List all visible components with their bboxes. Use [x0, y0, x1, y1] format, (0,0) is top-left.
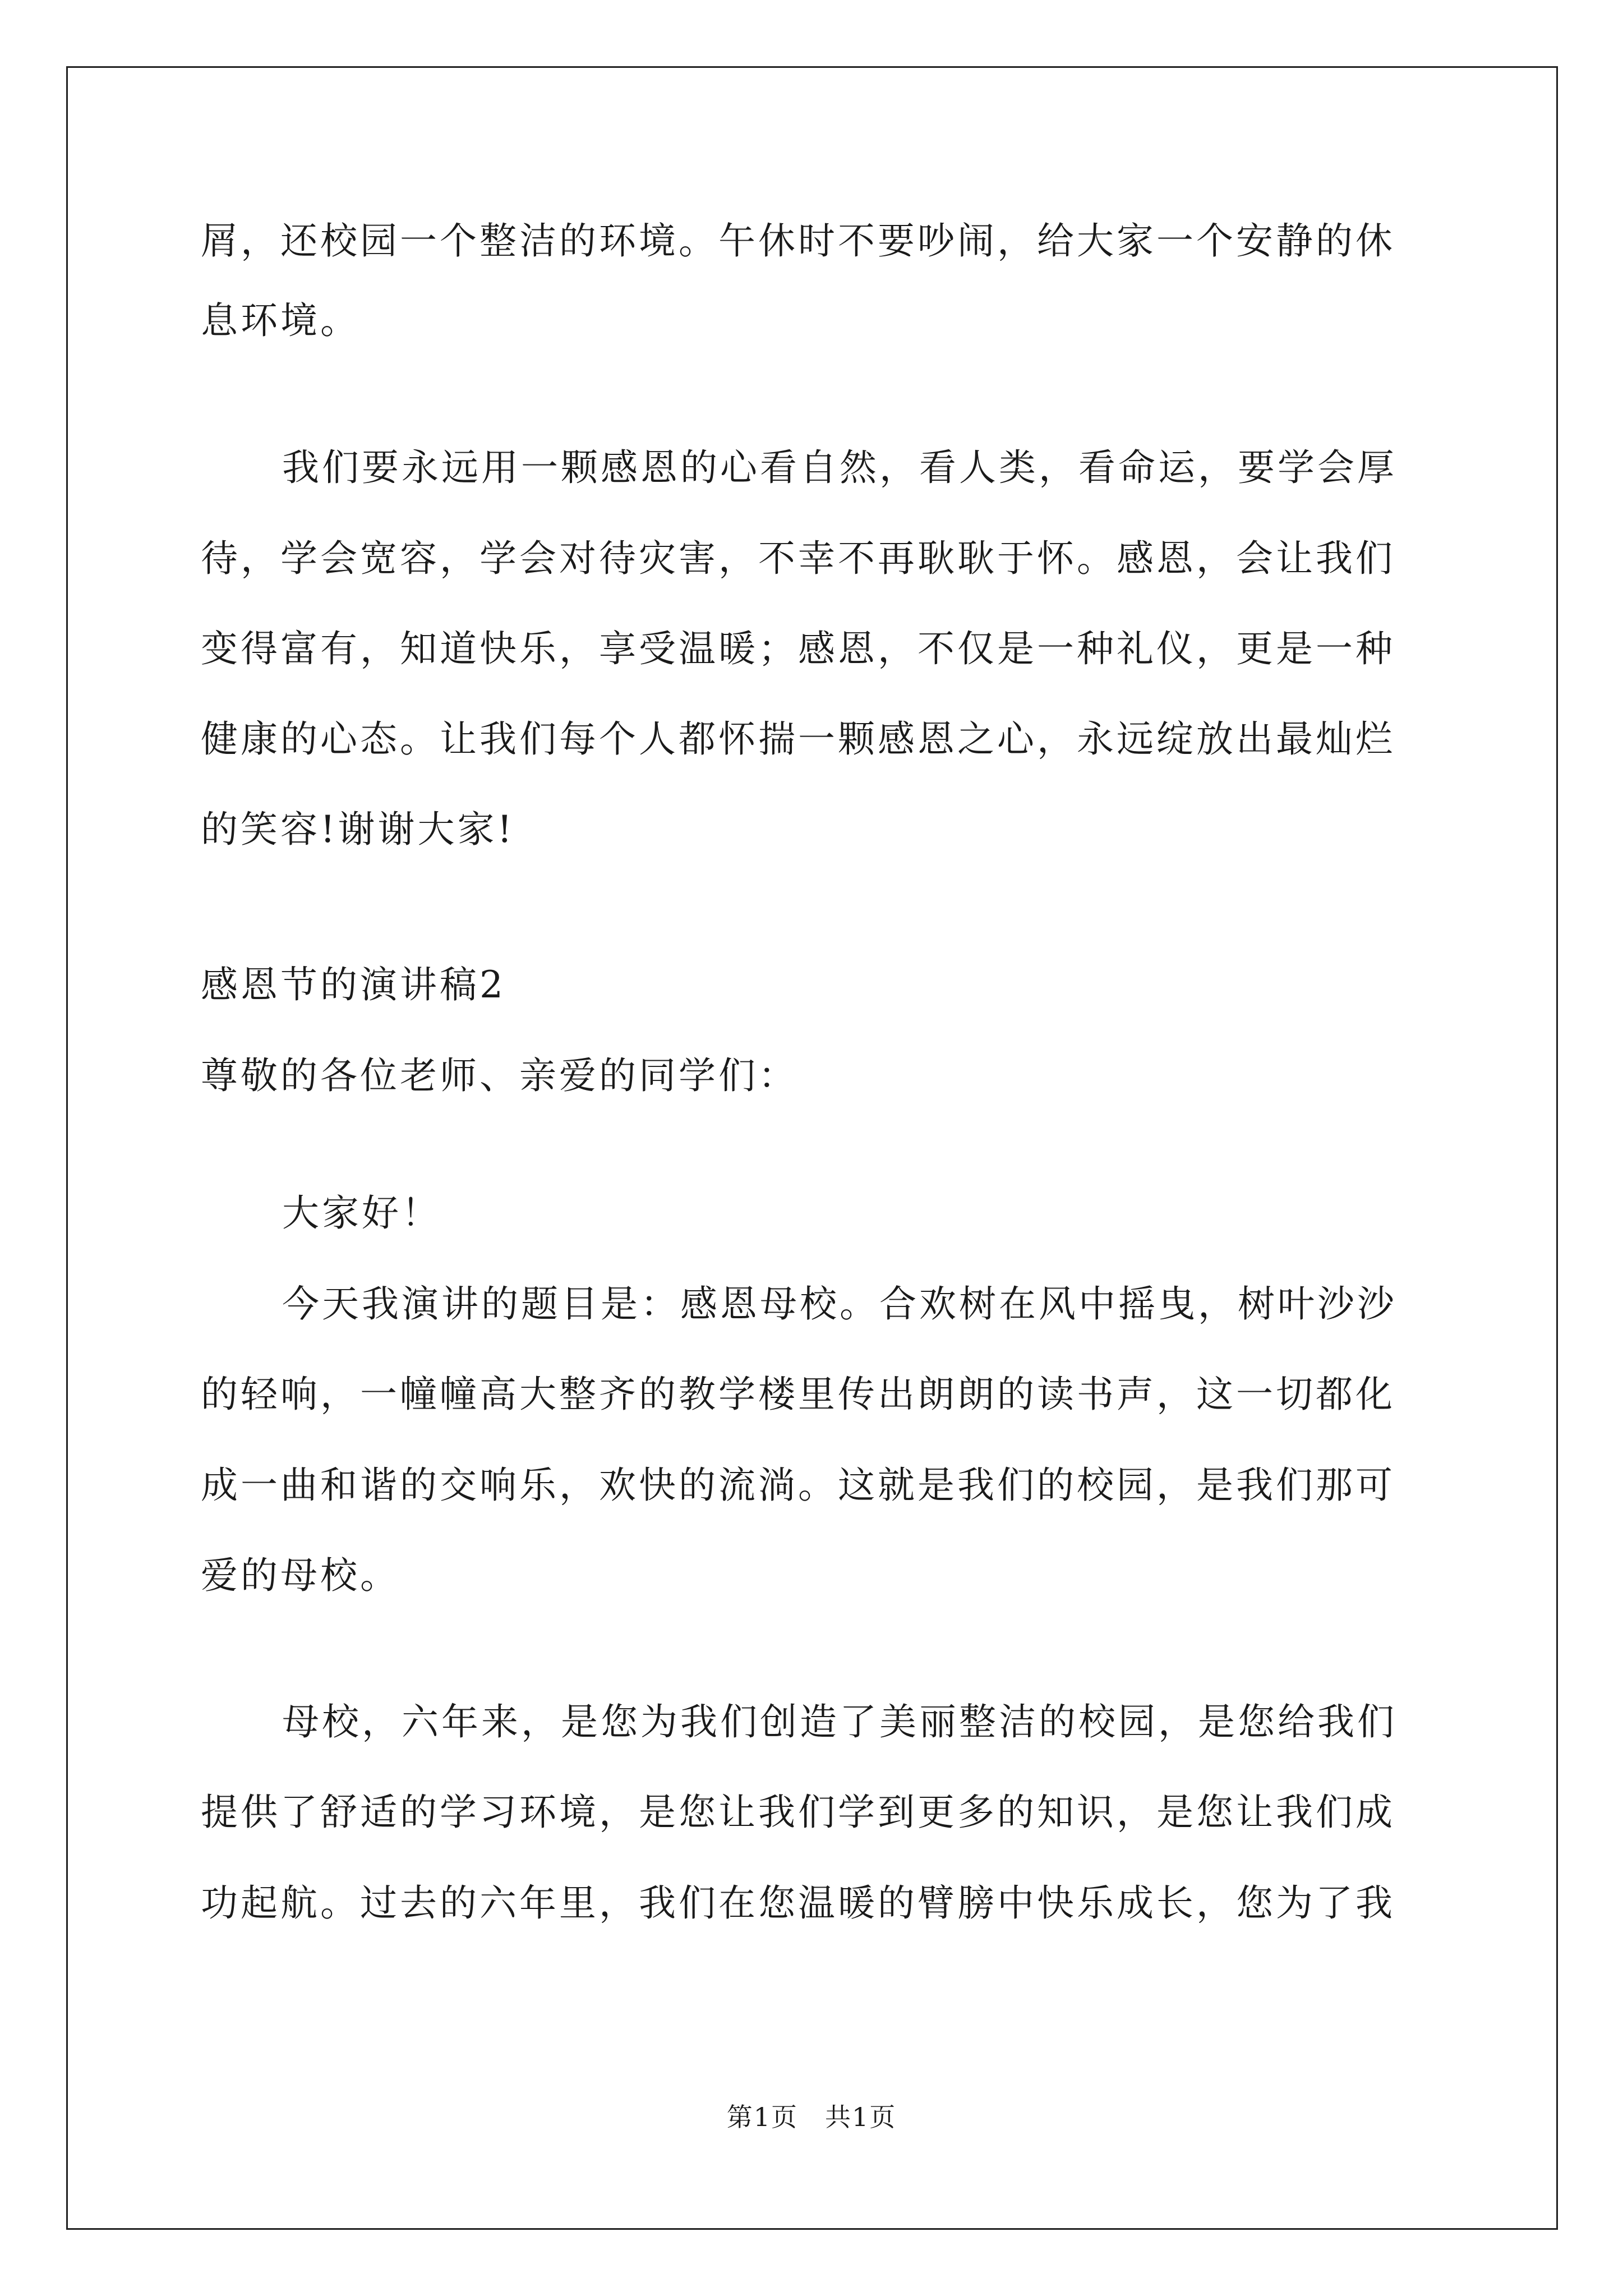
- text-line: 今天我演讲的题目是：感恩母校。合欢树在风中摇曳，树叶沙沙: [282, 1282, 1397, 1326]
- text-line: 待，学会宽容，学会对待灾害，不幸不再耿耿于怀。感恩，会让我们: [201, 537, 1395, 580]
- text-line: 的笑容!谢谢大家!: [201, 808, 515, 851]
- text-line: 的轻响，一幢幢高大整齐的教学楼里传出朗朗的读书声，这一切都化: [201, 1373, 1395, 1416]
- text-line: 健康的心态。让我们每个人都怀揣一颗感恩之心，永远绽放出最灿烂: [201, 717, 1395, 761]
- salutation: 尊敬的各位老师、亲爱的同学们：: [201, 1054, 798, 1097]
- text-line: 提供了舒适的学习环境，是您让我们学到更多的知识，是您让我们成: [201, 1791, 1395, 1834]
- text-line: 息环境。: [201, 299, 360, 342]
- text-line: 成一曲和谐的交响乐，欢快的流淌。这就是我们的校园，是我们那可: [201, 1464, 1395, 1507]
- text-line: 母校，六年来，是您为我们创造了美丽整洁的校园，是您给我们: [282, 1700, 1397, 1743]
- text-line: 我们要永远用一颗感恩的心看自然，看人类，看命运，要学会厚: [282, 446, 1397, 489]
- text-line: 功起航。过去的六年里，我们在您温暖的臂膀中快乐成长，您为了我: [201, 1881, 1395, 1925]
- section-heading: 感恩节的演讲稿2: [201, 963, 506, 1006]
- text-line: 屑，还校园一个整洁的环境。午休时不要吵闹，给大家一个安静的休: [201, 219, 1395, 263]
- text-line: 变得富有，知道快乐，享受温暖；感恩，不仅是一种礼仪，更是一种: [201, 627, 1395, 670]
- page-number-footer: 第1页 共1页: [726, 2102, 897, 2132]
- greeting: 大家好！: [282, 1191, 441, 1235]
- text-line: 爱的母校。: [201, 1554, 400, 1597]
